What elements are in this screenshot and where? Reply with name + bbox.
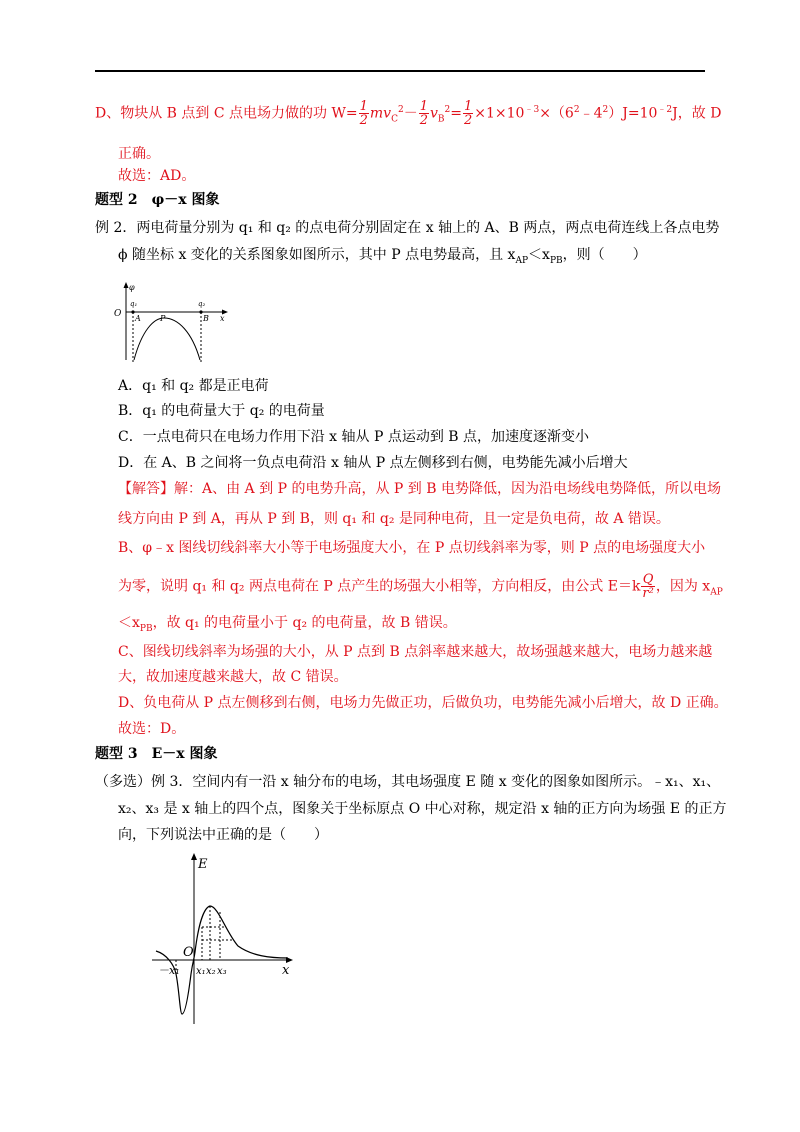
ex2-option-d: D．在 A、B 之间将一负点电荷沿 x 轴从 P 点左侧移到右侧，电势能先减小后增大 (118, 455, 628, 471)
tail-term: ×（6 (539, 105, 574, 122)
ex3-line3: 向，下列说法中正确的是（ ） (118, 827, 328, 843)
v-term: v (429, 105, 438, 122)
answer-tag: 【解答】 (118, 481, 174, 497)
label-q1: q₁ (130, 300, 138, 308)
answer-d-text: D、物块从 B 点到 C 点电场力做的功 W= (95, 105, 358, 122)
label-b: B (203, 314, 209, 323)
frac-half-1: $\frac{1}{2}$ (359, 99, 368, 128)
label-e: E (198, 857, 208, 872)
ans2-line-b2: 为零，说明 q₁ 和 q₂ 两点电荷在 P 点产生的场强大小相等，方向相反，由公式 E＝k $\frac{Q}{\text{r²}}$ ，因为 $x_{AP}$ (118, 572, 723, 601)
e-x-figure (148, 848, 308, 1028)
mv-term: mv (369, 105, 392, 122)
ans2-line-c1: C、图线切线斜率为场强的大小，从 P 点到 B 点斜率越来越大，故场强越来越大，电场力越来越 (118, 644, 713, 660)
label-x2axis: x (282, 963, 290, 978)
answer-d-line: D、物块从 B 点到 C 点电场力做的功 W= $\frac{1}{2}$ $mv_C^2-$ $\frac{1}{2}$ $v_B^2=$ $\frac{1}{2}$ $\times 1\times 10^{﹣3}\times(6^2﹣4^2)J=10^{﹣2}J$，故 D (95, 99, 722, 128)
label-a: A (135, 314, 141, 323)
ex2-option-a: A．q₁ 和 q₂ 都是正电荷 (118, 378, 269, 394)
label-x3: x₃ (217, 966, 227, 977)
frac-q-r2: $\frac{Q}{\text{r²}}$ (642, 572, 654, 601)
label-o: O (114, 309, 122, 319)
ex3-line1: （多选）例 3．空间内有一沿 x 轴分布的电场，其电场强度 E 随 x 变化的图象如图所示。﹣x₁、x₁、 (95, 774, 721, 790)
phi-curve (134, 318, 200, 360)
frac-half-2: $\frac{1}{2}$ (419, 99, 428, 128)
ans2-line-b1: B、φ﹣x 图线切线斜率大小等于电场强度大小，在 P 点切线斜率为零，则 P 点的电场强度大小 (118, 540, 706, 556)
label-o2: O (183, 945, 194, 960)
ans2-line-a2: 线方向由 P 到 A，再从 P 到 B，则 q₁ 和 q₂ 是同种电荷，且一定是负电荷，故 A 错误。 (118, 511, 670, 527)
label-q2: q₂ (198, 300, 206, 308)
label-x: x (220, 314, 225, 323)
header-rule (95, 70, 705, 72)
ans2-line-b3: $<x_{PB}$，故 q₁ 的电荷量小于 q₂ 的电荷量，故 B 错误。 (118, 615, 457, 634)
times-term: ×1×10 (474, 105, 525, 122)
ex2-line1: 例 2．两电荷量分别为 q₁ 和 q₂ 的点电荷分别固定在 x 轴上的 A、B 两点，两点电荷连线上各点电势 (95, 220, 720, 236)
label-phi: φ (129, 283, 135, 292)
ex2-option-b: B．q₁ 的电荷量大于 q₂ 的电荷量 (118, 403, 325, 419)
type2-title: 题型 2 φ－x 图象 (95, 192, 220, 208)
phi-x-figure (112, 280, 232, 364)
e-axis-arrow (191, 853, 197, 860)
type3-title: 题型 3 E－x 图象 (95, 746, 218, 762)
answer-d-line2: 正确。 (118, 146, 160, 162)
ans2-line-c2: 大，故加速度越来越大，故 C 错误。 (118, 669, 348, 685)
label-negx1: －x₁ (158, 964, 180, 977)
answer-select: 故选：AD。 (118, 168, 196, 184)
ex2-line2: ϕ 随坐标 x 变化的关系图象如图所示，其中 P 点电势最高，且 $x_{AP}<x_{PB}$，则（ ） (118, 247, 647, 266)
label-p: P (160, 314, 166, 323)
frac-half-3: $\frac{1}{2}$ (464, 99, 473, 128)
label-x2: x₂ (206, 966, 216, 977)
ans2-select: 故选：D。 (118, 721, 186, 737)
phi-axis-arrow (124, 282, 129, 288)
ex2-option-c: C．一点电荷只在电场力作用下沿 x 轴从 P 点运动到 B 点，加速度逐渐变小 (118, 429, 590, 445)
label-x1: x₁ (196, 966, 206, 977)
ans2-line-a1: 【解答】解：A、由 A 到 P 的电势升高，从 P 到 B 电势降低，因为沿电场线电势降低，所以电场 (118, 481, 721, 497)
ans2-line-d1: D、负电荷从 P 点左侧移到右侧，电场力先做正功，后做负功，电势能先减小后增大，故 D 正确。 (118, 695, 728, 711)
ex3-line2: x₂、x₃ 是 x 轴上的四个点，图象关于坐标原点 O 中心对称，规定沿 x 轴的正方向为场强 E 的正方 (118, 801, 727, 817)
